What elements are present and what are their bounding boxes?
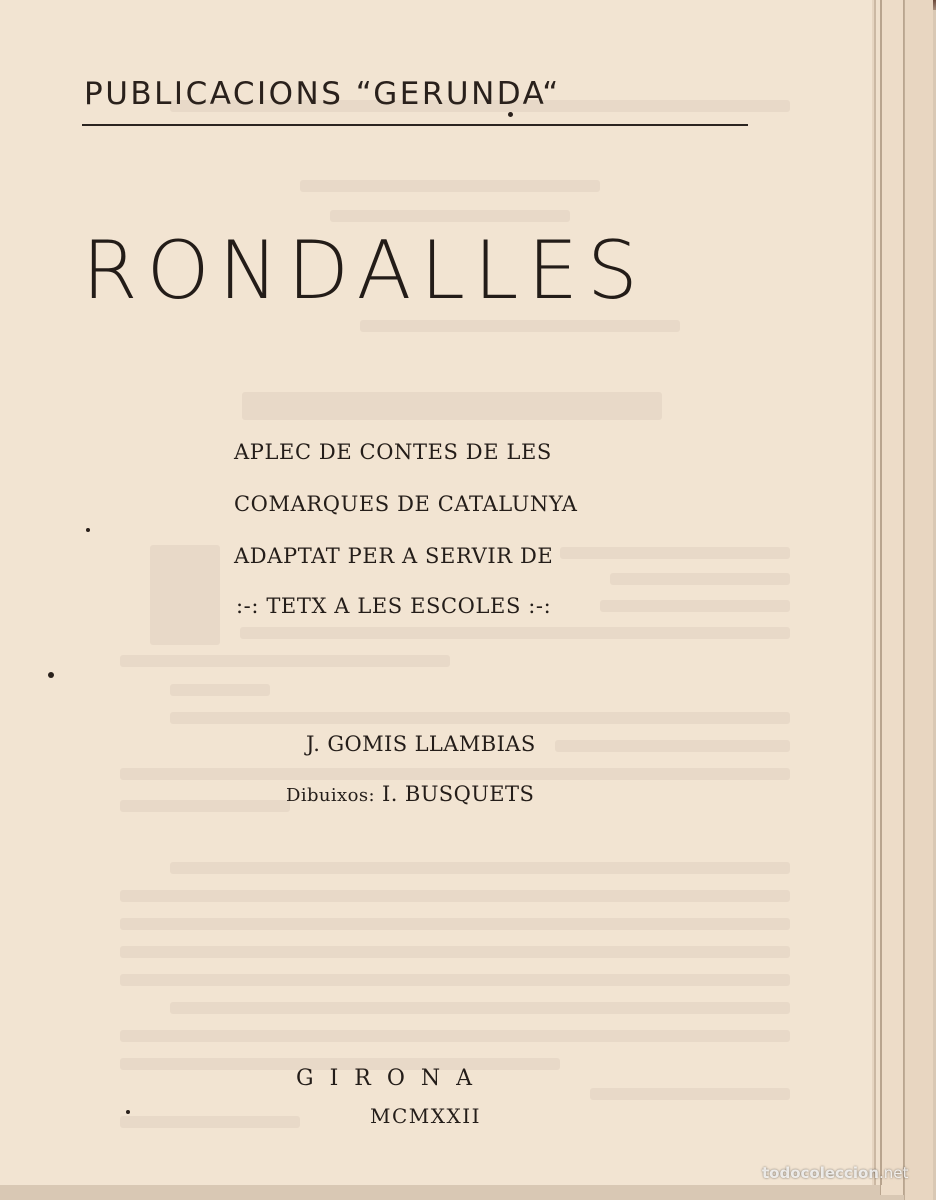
ink-speck [86, 528, 90, 532]
subtitle-line: :-: TETX A LES ESCOLES :-: [236, 594, 552, 618]
underlying-page-edge [880, 0, 904, 1195]
bleed-through-line [120, 1116, 300, 1128]
author-name: J. GOMIS LLAMBIAS [306, 732, 536, 756]
bleed-through-heading [242, 392, 662, 420]
illustrator-prefix: Dibuixos: [286, 785, 375, 806]
bleed-through-line [120, 768, 790, 780]
bleed-through-line [170, 1002, 790, 1014]
book-title: RONDALLES [82, 224, 647, 317]
ink-speck [48, 672, 54, 678]
watermark-text: todocoleccion [762, 1164, 879, 1182]
bleed-through-line [555, 740, 790, 752]
publication-year: MCMXXII [370, 1104, 482, 1128]
bleed-through-line [240, 627, 790, 639]
subtitle-line: APLEC DE CONTES DE LES [234, 440, 552, 464]
bleed-through-line [300, 180, 600, 192]
bleed-through-line [120, 918, 790, 930]
subtitle-line: COMARQUES DE CATALUNYA [234, 492, 578, 516]
bleed-through-line [330, 210, 570, 222]
bleed-through-line [590, 1088, 790, 1100]
illustrator-name: I. BUSQUETS [382, 782, 535, 806]
ink-speck [508, 112, 513, 117]
bleed-through-line [610, 573, 790, 585]
bleed-through-line [120, 946, 790, 958]
bleed-through-line [120, 890, 790, 902]
site-watermark [762, 1164, 908, 1182]
bleed-through-line [120, 1030, 790, 1042]
back-page-edge [904, 0, 933, 1200]
illustrator-credit [286, 782, 534, 806]
series-name: PUBLICACIONS “GERUNDA“ [84, 76, 561, 112]
bleed-through-line [170, 684, 270, 696]
publication-city: GIRONA [296, 1066, 489, 1091]
subtitle-line: ADAPTAT PER A SERVIR DE [234, 544, 554, 568]
watermark-suffix: .net [878, 1164, 909, 1182]
header-rule [82, 124, 748, 126]
bleed-through-drop-cap [150, 545, 220, 645]
ink-speck [126, 1110, 130, 1114]
bleed-through-line [120, 655, 450, 667]
bleed-through-line [360, 320, 680, 332]
bleed-through-line [120, 800, 290, 812]
bleed-through-line [170, 712, 790, 724]
bleed-through-line [600, 600, 790, 612]
bleed-through-line [170, 862, 790, 874]
bleed-through-line [120, 974, 790, 986]
